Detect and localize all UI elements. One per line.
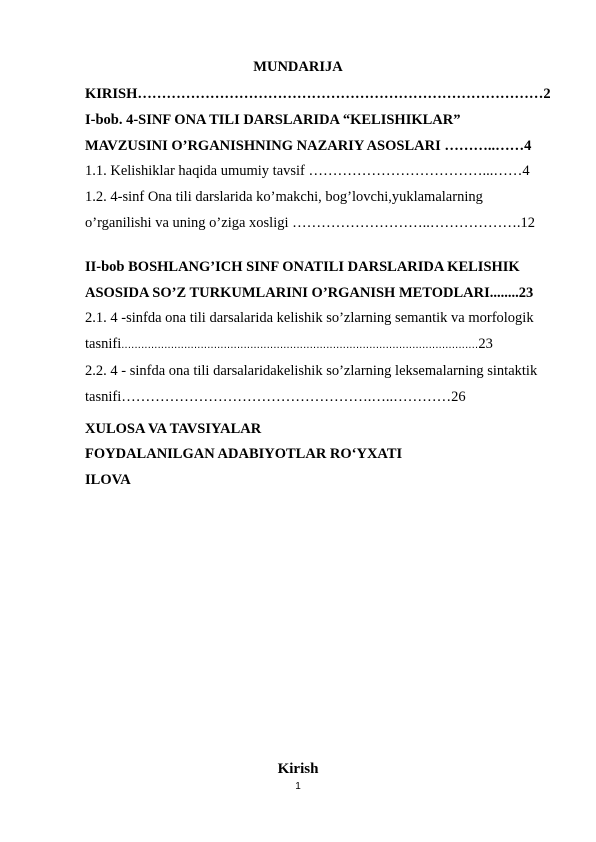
- toc-section-2-2-line1: 2.2. 4 - sinfda ona tili darsalaridakelishik so’zlarning leksemalarning sintaktik: [85, 362, 538, 379]
- toc-section-2-1-word: tasnifi: [85, 336, 122, 353]
- next-section-heading: Kirish: [277, 761, 319, 777]
- toc-section-2-1-leader: ............................................................................................................: [121, 339, 479, 352]
- toc-section-2-1-line2: [85, 332, 555, 359]
- toc-section-2-1-line1: 2.1. 4 -sinfda ona tili darsalarida kelishik so’zlarning semantik va morfologik: [85, 310, 534, 327]
- toc-chapter1-line2: MAVZUSINI O’RGANISHNING NAZARIY ASOSLARI ………..……4: [85, 137, 532, 154]
- page-number: 1: [295, 781, 301, 792]
- page-title: MUNDARIJA: [253, 59, 343, 75]
- table-of-contents: [85, 82, 555, 494]
- toc-conclusion: XULOSA VA TAVSIYALAR: [85, 420, 262, 437]
- toc-section-2-2-line2: tasnifi…………………………………………….…..…………26: [85, 388, 466, 405]
- toc-references: FOYDALANILGAN ADABIYOTLAR RO‘YXATI: [85, 446, 403, 463]
- toc-section-1-2-line2: o’rganilishi va uning o’ziga xosligi ………………………..……………….12: [85, 214, 536, 231]
- toc-section-1-2-line1: 1.2. 4-sinf Ona tili darslarida ko’makchi, bog’lovchi,yuklamalarning: [85, 189, 483, 206]
- toc-appendix: ILOVA: [85, 472, 131, 489]
- toc-chapter1-line1: I-bob. 4-SINF ONA TILI DARSLARIDA “KELISHIKLAR”: [85, 111, 461, 128]
- toc-section-1-1: 1.1. Kelishiklar haqida umumiy tavsif ………………………………...……4: [85, 163, 530, 180]
- toc-chapter2-line1: II-bob BOSHLANG’ICH SINF ONATILI DARSLARIDA KELISHIK: [85, 258, 520, 275]
- spacer: [85, 237, 555, 255]
- toc-section-2-1-page: 23: [478, 336, 493, 353]
- toc-intro: KIRISH…………………………………………………………………………2: [85, 86, 551, 102]
- toc-chapter2-line2: ASOSIDA SO’Z TURKUMLARINI O’RGANISH METODLARI........23: [85, 284, 534, 301]
